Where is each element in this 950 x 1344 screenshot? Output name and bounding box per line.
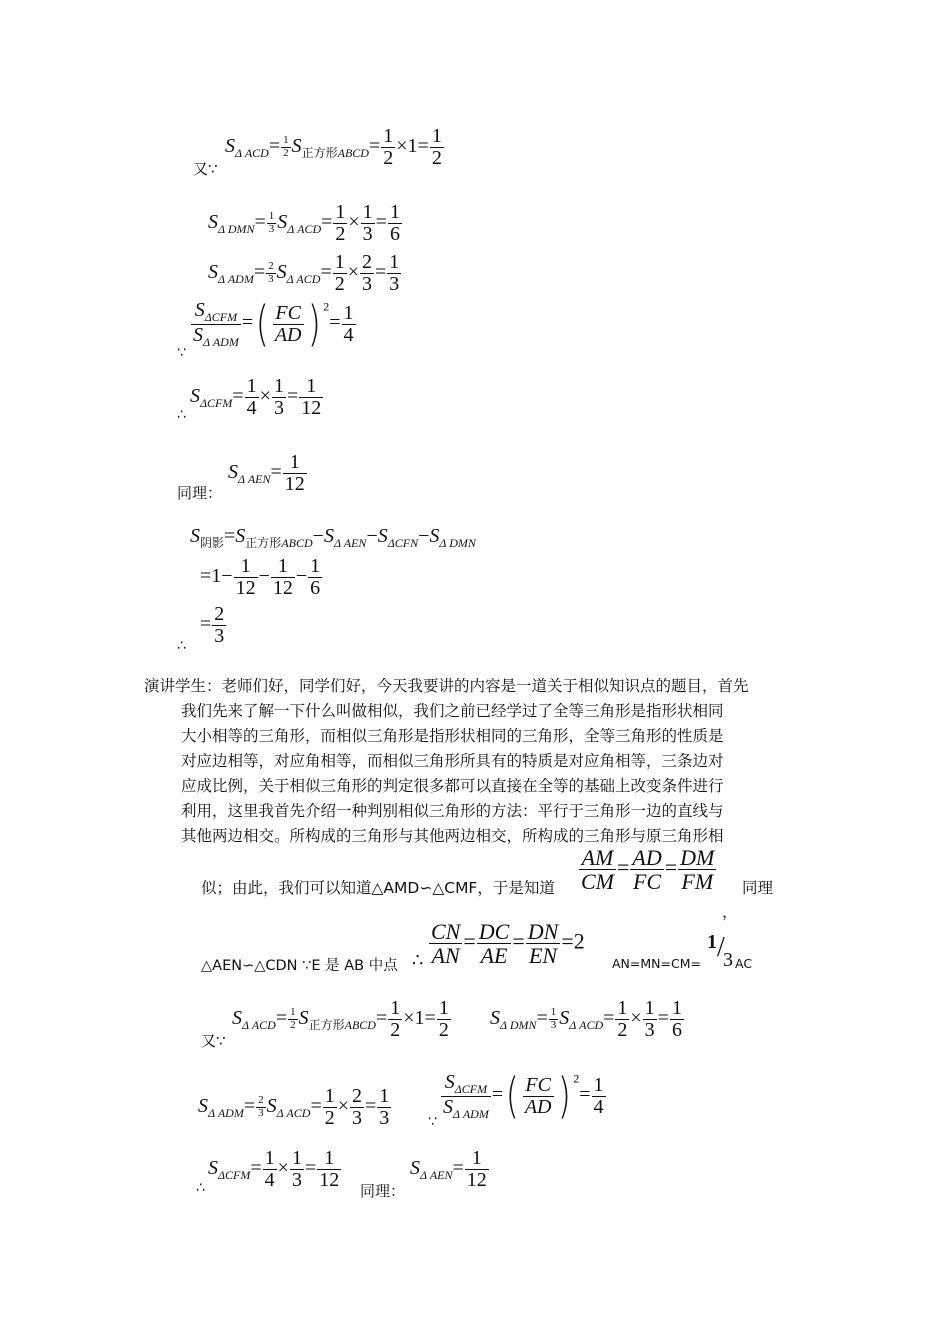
label-therefore-2: ∴ bbox=[177, 638, 186, 654]
formula-s-adm: $S_{\Delta ADM}=$ $\frac{2}{3}$ $S_{\Delta ACD}=$ $\frac{1}{2}$ × $\frac{2}{3}$ = $\frac{1}{3}$ bbox=[208, 251, 400, 295]
label-an-mn-cm: AN=MN=CM= bbox=[612, 956, 701, 971]
formula-s-acd-2: $S_{\Delta ACD}=$ $\frac{1}{2}$ $S_{正方形ABCD}=$ $\frac{1}{2}$ ×1= $\frac{1}{2}$ bbox=[232, 997, 449, 1041]
formula-s-aen: $S_{\Delta AEN}=$ $\frac{1}{12}$ bbox=[228, 451, 305, 495]
formula-shaded-calc: =1− $\frac{1}{12}$ − $\frac{1}{12}$ − $\frac{1}{6}$ bbox=[200, 555, 321, 599]
formula-s-aen-2: $S_{\Delta AEN}=$ $\frac{1}{12}$ bbox=[410, 1147, 487, 1191]
paragraph-line-1: 演讲学生：老师们好，同学们好，今天我要讲的内容是一道关于相似知识点的题目，首先 bbox=[144, 677, 749, 695]
paragraph-line-5: 应成比例，关于相似三角形的判定很多都可以直接在全等的基础上改变条件进行 bbox=[181, 777, 724, 795]
label-you-since-2: 又∵ bbox=[201, 1032, 226, 1050]
formula-shaded-result: = $\frac{2}{3}$ bbox=[200, 603, 225, 647]
paragraph-line-4: 对应边相等，对应角相等，而相似三角形所具有的特质是对应角相等，三条边对 bbox=[181, 752, 724, 770]
label-therefore-4: ∴ bbox=[196, 1180, 205, 1196]
formula-one-third: 1 / 3 bbox=[707, 931, 733, 971]
label-ac: AC bbox=[735, 956, 753, 971]
formula-s-cfm-2: $S_{\Delta CFM}=$ $\frac{1}{4}$ × $\frac{1}{3}$ = $\frac{1}{12}$ bbox=[208, 1147, 340, 1191]
formula-am-cm: $\frac{AM}{CM}$ = $\frac{AD}{FC}$ = $\frac{DM}{FM}$ bbox=[581, 845, 715, 895]
formula-s-dmn-2: $S_{\Delta DMN}=$ $\frac{1}{3}$ $S_{\Delta ACD}=$ $\frac{1}{2}$ × $\frac{1}{3}$ = $\frac{1}{6}$ bbox=[490, 997, 682, 1041]
formula-s-adm-2: $S_{\Delta ADM}=$ $\frac{2}{3}$ $S_{\Delta ACD}=$ $\frac{1}{2}$ × $\frac{2}{3}$ = $\frac{1}{3}$ bbox=[198, 1085, 390, 1129]
formula-cn-an: $\frac{CN}{AN}$ = $\frac{DC}{AE}$ = $\frac{DN}{EN}$ =2 bbox=[431, 919, 585, 969]
formula-ratio-cfm-adm: $\frac{S_{\Delta CFM}}{S_{\Delta ADM}}$ =( $\frac{FC}{AD}$ ) $^2$= $\frac{1}{4}$ bbox=[193, 296, 354, 353]
label-because-2: ∵ bbox=[428, 1114, 437, 1130]
label-therefore: ∴ bbox=[177, 407, 186, 423]
label-you-since: 又∵ bbox=[193, 160, 218, 178]
paragraph-line-7: 其他两边相交。所构成的三角形与其他两边相交，所构成的三角形与原三角形相 bbox=[181, 827, 724, 845]
paragraph-line-2: 我们先来了解一下什么叫做相似，我们之前已经学过了全等三角形是指形状相同 bbox=[181, 702, 724, 720]
paragraph-sim-line-1: 似；由此，我们可以知道△AMD∽△CMF，于是知道 bbox=[201, 879, 555, 897]
formula-ratio-cfm-adm-2: $\frac{S_{\Delta CFM}}{S_{\Delta ADM}}$ =( $\frac{FC}{AD}$ ) $^2$= $\frac{1}{4}$ bbox=[443, 1068, 604, 1125]
paragraph-line-3: 大小相等的三角形，而相似三角形是指形状相同的三角形，全等三角形的性质是 bbox=[181, 727, 724, 745]
label-tongli-3: 同理： bbox=[360, 1182, 406, 1200]
formula-s-dmn: $S_{\Delta DMN}=$ $\frac{1}{3}$ $S_{\Delta ACD}=$ $\frac{1}{2}$ × $\frac{1}{3}$ = $\frac{1}{6}$ bbox=[208, 201, 400, 245]
label-therefore-3: ∴ bbox=[412, 950, 424, 971]
formula-s-acd: $S_{\Delta ACD}=$ $\frac{1}{2}$ $S_{正方形ABCD}=$ $\frac{1}{2}$ ×1= $\frac{1}{2}$ bbox=[225, 125, 442, 169]
label-comma: ， bbox=[722, 903, 738, 921]
formula-s-shaded: $S_{阴影}=S_{正方形ABCD}-S_{\Delta AEN}-S_{\Delta CFN}-S_{\Delta DMN}$ bbox=[190, 525, 476, 550]
paragraph-line-6: 利用，这里我首先介绍一种判别相似三角形的方法：平行于三角形一边的直线与 bbox=[181, 802, 724, 820]
label-because: ∵ bbox=[177, 345, 186, 361]
formula-s-cfm: $S_{\Delta CFM}=$ $\frac{1}{4}$ × $\frac{1}{3}$ = $\frac{1}{12}$ bbox=[190, 375, 322, 419]
paragraph-sim-line-2: △AEN∽△CDN ∵E 是 AB 中点 bbox=[201, 958, 398, 974]
label-tongli-2: 同理 bbox=[742, 879, 774, 897]
label-tongli: 同理： bbox=[177, 484, 223, 502]
